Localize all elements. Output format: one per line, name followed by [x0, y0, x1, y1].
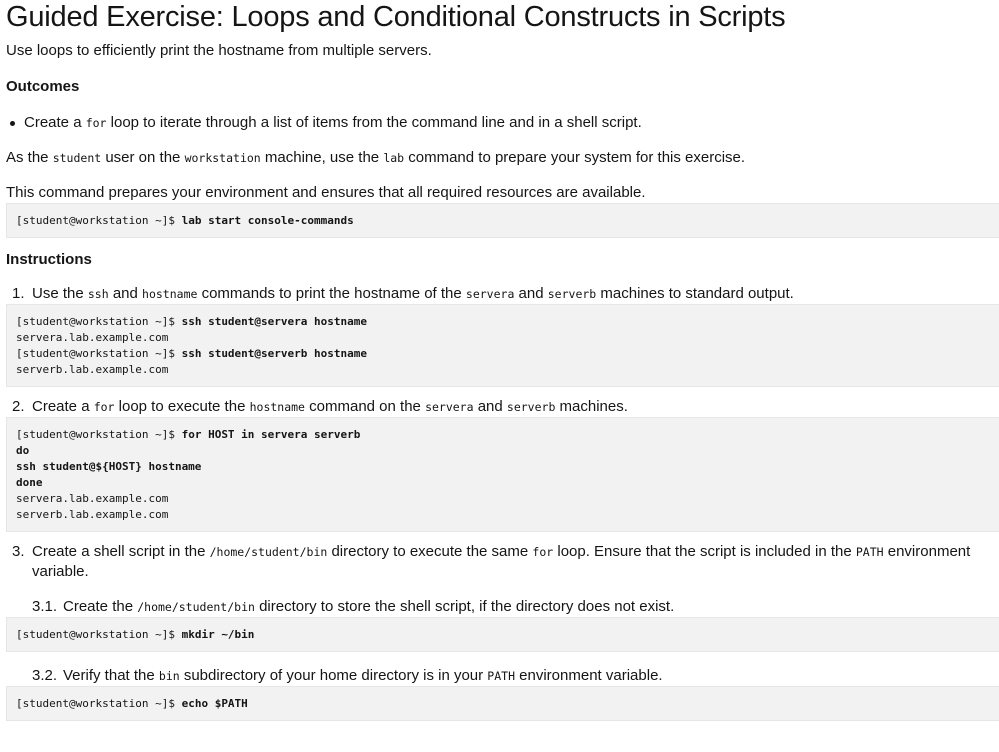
step-number: 2.	[12, 398, 25, 415]
inline-code: for	[85, 116, 107, 130]
inline-code: workstation	[184, 151, 261, 165]
outcomes-list	[6, 113, 999, 133]
step-2	[6, 397, 999, 532]
page-title: Guided Exercise: Loops and Conditional Constructs in Scripts	[6, 1, 786, 33]
instructions-heading: Instructions	[6, 251, 92, 268]
step-text: Use the ssh and hostname commands to print the hostname of the servera and serverb machines to standard output.	[32, 285, 794, 302]
inline-code: lab	[383, 151, 405, 165]
step-1	[6, 284, 999, 387]
outcome-item: Create a for loop to iterate through a list of items from the command line and in a shell script.	[6, 113, 999, 133]
step-3	[6, 542, 999, 721]
prep-text: As the student user on the workstation machine, use the lab command to prepare your system for this exercise.	[6, 149, 746, 166]
code-block-step-2: [student@workstation ~]$ for HOST in servera serverb do ssh student@${HOST} hostname done servera.lab.example.com serverb.lab.example.com	[6, 417, 999, 532]
step-text: Create the /home/student/bin directory to store the shell script, if the directory does not exist.	[63, 598, 675, 615]
step-number: 3.	[12, 543, 25, 560]
step-text: Verify that the bin subdirectory of your home directory is in your PATH environment variable.	[63, 667, 663, 684]
step-number: 3.2.	[32, 667, 58, 684]
step-text: Create a for loop to execute the hostname command on the servera and serverb machines.	[32, 398, 628, 415]
code-block-step-3-2: [student@workstation ~]$ echo $PATH	[6, 686, 999, 721]
code-block-step-3-1: [student@workstation ~]$ mkdir ~/bin	[6, 617, 999, 652]
code-block-step-1: [student@workstation ~]$ ssh student@servera hostname servera.lab.example.com [student@workstation ~]$ ssh student@serverb hostname serverb.lab.example.com	[6, 304, 999, 387]
intro-text: Use loops to efficiently print the hostname from multiple servers.	[6, 42, 432, 59]
outcomes-heading: Outcomes	[6, 78, 80, 95]
step-number: 1.	[12, 285, 25, 302]
step-number: 3.1.	[32, 598, 58, 615]
instructions-list	[6, 284, 999, 721]
step-text: Create a shell script in the /home/student/bin directory to execute the same for loop. Ensure that the script is included in the PATH environment variable.	[32, 543, 971, 580]
step-3-2	[6, 666, 999, 721]
prep-note: This command prepares your environment and ensures that all required resources are available.	[6, 184, 646, 201]
step-3-1	[6, 597, 999, 652]
code-block-lab-start: [student@workstation ~]$ lab start console-commands	[6, 203, 999, 238]
inline-code: student	[52, 151, 102, 165]
